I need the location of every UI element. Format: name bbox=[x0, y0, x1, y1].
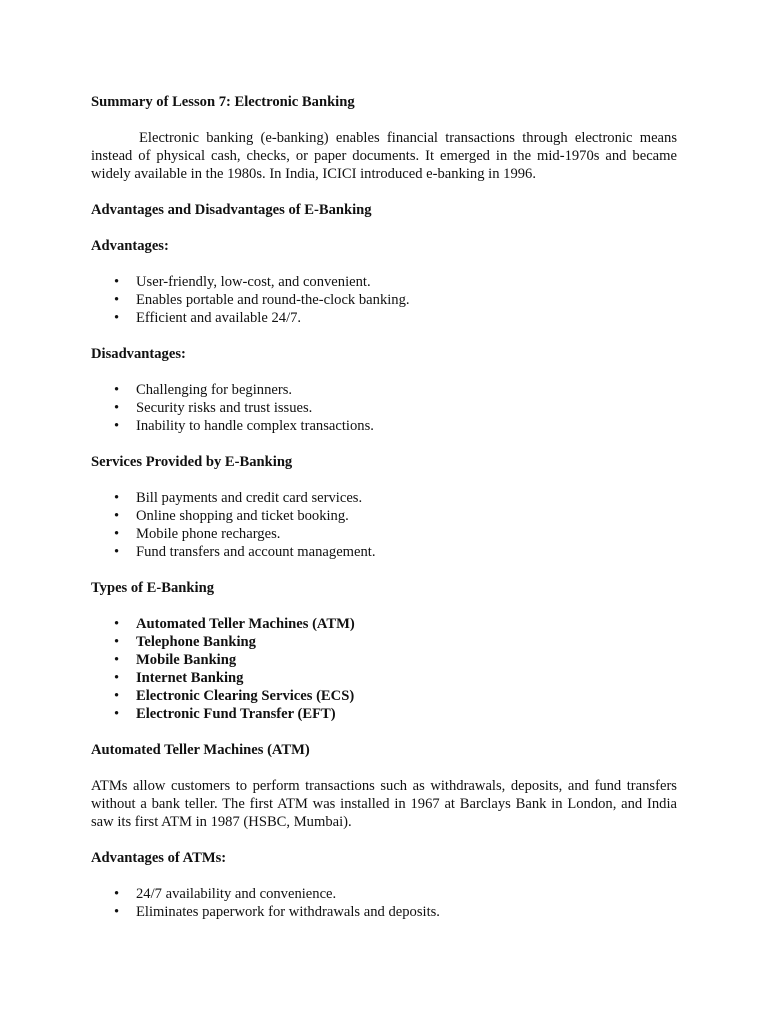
list-item bbox=[91, 615, 677, 633]
document-title: Summary of Lesson 7: Electronic Banking bbox=[91, 94, 355, 110]
bullet-icon: • bbox=[114, 526, 120, 542]
list-item bbox=[91, 291, 677, 309]
list-item-text: Enables portable and round-the-clock banking. bbox=[136, 292, 410, 308]
types-list bbox=[91, 615, 677, 723]
services-heading: Services Provided by E-Banking bbox=[91, 454, 293, 470]
list-item bbox=[91, 309, 677, 327]
list-item-text: Eliminates paperwork for withdrawals and deposits. bbox=[136, 904, 440, 920]
list-item-text: Mobile Banking bbox=[136, 652, 237, 668]
bullet-icon: • bbox=[114, 652, 120, 668]
list-item bbox=[91, 489, 677, 507]
list-item-text: Challenging for beginners. bbox=[136, 382, 293, 398]
list-item-text: Internet Banking bbox=[136, 670, 244, 686]
list-item bbox=[91, 705, 677, 723]
list-item-text: User-friendly, low-cost, and convenient. bbox=[136, 274, 371, 290]
types-heading: Types of E-Banking bbox=[91, 580, 214, 596]
list-item bbox=[91, 273, 677, 291]
bullet-icon: • bbox=[114, 634, 120, 650]
list-item bbox=[91, 417, 677, 435]
list-item bbox=[91, 543, 677, 561]
services-list bbox=[91, 489, 677, 561]
document-body bbox=[91, 93, 677, 939]
list-item bbox=[91, 687, 677, 705]
list-item bbox=[91, 525, 677, 543]
list-item-text: Efficient and available 24/7. bbox=[136, 310, 302, 326]
bullet-icon: • bbox=[114, 904, 120, 920]
atm-advantages-list bbox=[91, 885, 677, 921]
disadvantages-heading: Disadvantages: bbox=[91, 346, 186, 362]
list-item-text: Inability to handle complex transactions. bbox=[136, 418, 374, 434]
advantages-list bbox=[91, 273, 677, 327]
list-item bbox=[91, 669, 677, 687]
bullet-icon: • bbox=[114, 616, 120, 632]
list-item-text: Mobile phone recharges. bbox=[136, 526, 281, 542]
list-item bbox=[91, 399, 677, 417]
list-item-text: Bill payments and credit card services. bbox=[136, 490, 363, 506]
section-heading-adv-disadv: Advantages and Disadvantages of E-Banking bbox=[91, 202, 372, 218]
bullet-icon: • bbox=[114, 292, 120, 308]
intro-paragraph: Electronic banking (e-banking) enables financial transactions through electronic means instead of physical cash, checks, or paper documents. It emerged in the mid-1970s and became widely available in the 1980s. In India, ICICI introduced e-banking in 1996. bbox=[91, 130, 677, 182]
list-item-text: Automated Teller Machines (ATM) bbox=[136, 616, 355, 632]
list-item bbox=[91, 885, 677, 903]
bullet-icon: • bbox=[114, 400, 120, 416]
bullet-icon: • bbox=[114, 382, 120, 398]
list-item-text: 24/7 availability and convenience. bbox=[136, 886, 337, 902]
bullet-icon: • bbox=[114, 274, 120, 290]
list-item bbox=[91, 381, 677, 399]
list-item bbox=[91, 633, 677, 651]
bullet-icon: • bbox=[114, 490, 120, 506]
bullet-icon: • bbox=[114, 508, 120, 524]
advantages-heading: Advantages: bbox=[91, 238, 169, 254]
list-item-text: Electronic Clearing Services (ECS) bbox=[136, 688, 355, 704]
list-item bbox=[91, 507, 677, 525]
bullet-icon: • bbox=[114, 418, 120, 434]
bullet-icon: • bbox=[114, 886, 120, 902]
list-item bbox=[91, 651, 677, 669]
disadvantages-list bbox=[91, 381, 677, 435]
atm-paragraph: ATMs allow customers to perform transactions such as withdrawals, deposits, and fund transfers without a bank teller. The first ATM was installed in 1967 at Barclays Bank in London, and India saw its first ATM in 1987 (HSBC, Mumbai). bbox=[91, 778, 677, 830]
bullet-icon: • bbox=[114, 310, 120, 326]
list-item-text: Telephone Banking bbox=[136, 634, 256, 650]
list-item-text: Electronic Fund Transfer (EFT) bbox=[136, 706, 336, 722]
bullet-icon: • bbox=[114, 544, 120, 560]
list-item-text: Security risks and trust issues. bbox=[136, 400, 313, 416]
list-item-text: Online shopping and ticket booking. bbox=[136, 508, 349, 524]
atm-advantages-heading: Advantages of ATMs: bbox=[91, 850, 227, 866]
bullet-icon: • bbox=[114, 688, 120, 704]
list-item bbox=[91, 903, 677, 921]
bullet-icon: • bbox=[114, 706, 120, 722]
bullet-icon: • bbox=[114, 670, 120, 686]
atm-heading: Automated Teller Machines (ATM) bbox=[91, 742, 310, 758]
list-item-text: Fund transfers and account management. bbox=[136, 544, 376, 560]
